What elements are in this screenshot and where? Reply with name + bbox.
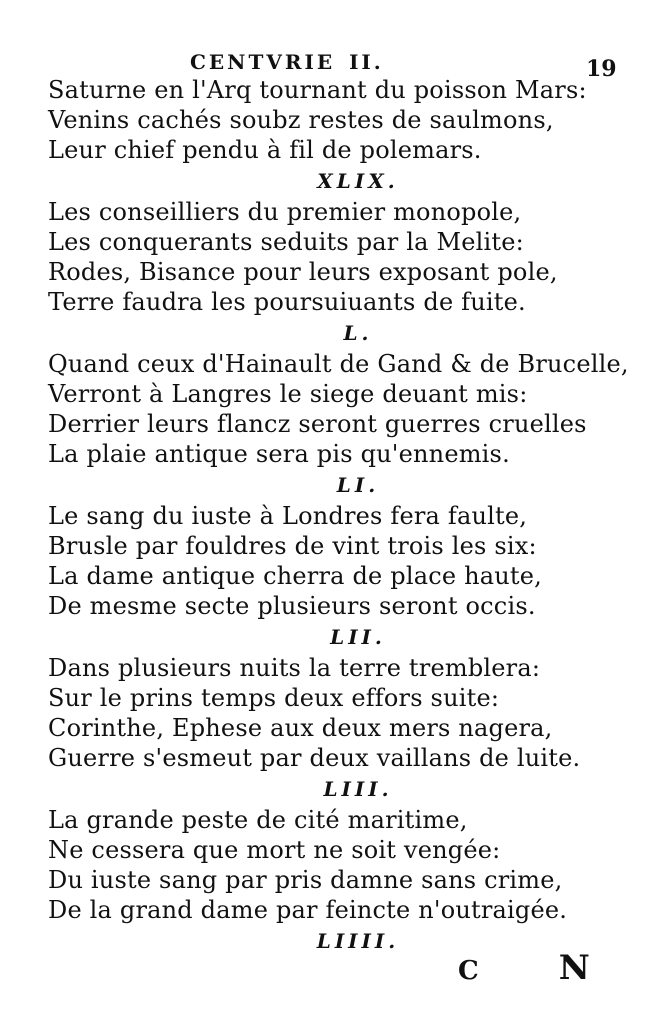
quatrain-number: L.	[343, 321, 373, 345]
verse-line: Les conseilliers du premier monopole,	[48, 198, 522, 226]
quatrain-number: LIII.	[323, 777, 393, 801]
verse-line: Verront à Langres le siege deuant mis:	[48, 380, 528, 408]
verse-line: Les conquerants seduits par la Melite:	[48, 228, 524, 256]
verse-line: Guerre s'esmeut par deux vaillans de luite.	[48, 744, 581, 772]
century-number: II.	[349, 50, 384, 74]
verse-line: Ne cessera que mort ne soit vengée:	[48, 836, 501, 864]
catchword-left: C	[458, 956, 479, 986]
verse-line: Quand ceux d'Hainault de Gand & de Brucelle,	[48, 350, 629, 378]
verse-line: Brusle par fouldres de vint trois les six:	[48, 532, 537, 560]
verse-line: Venins cachés soubz restes de saulmons,	[48, 106, 554, 134]
quatrain-number: LII.	[330, 625, 386, 649]
verse-line: Leur chief pendu à fil de polemars.	[48, 136, 482, 164]
verse-line: Dans plusieurs nuits la terre tremblera:	[48, 654, 541, 682]
quatrain-number: LI.	[336, 473, 380, 497]
verse-line: Corinthe, Ephese aux deux mers nagera,	[48, 714, 553, 742]
verse-line: Rodes, Bisance pour leurs exposant pole,	[48, 258, 558, 286]
verse-line: De la grand dame par feincte n'outraigée.	[48, 896, 568, 924]
verse-line: Du iuste sang par pris damne sans crime,	[48, 866, 563, 894]
catchword	[458, 948, 590, 988]
verse-line: Sur le prins temps deux effors suite:	[48, 684, 500, 712]
verse-line: Derrier leurs flancz seront guerres cruelles	[48, 410, 587, 438]
page-number: 19	[586, 56, 617, 82]
running-header	[190, 50, 384, 74]
catchword-right: N	[558, 948, 590, 988]
verse-line: La plaie antique sera pis qu'ennemis.	[48, 440, 510, 468]
quatrain-number: LIIII.	[316, 929, 400, 953]
verse-line: Terre faudra les poursuiuants de fuite.	[48, 288, 526, 316]
quatrain-text	[48, 75, 648, 957]
running-title: CENTVRIE	[190, 50, 336, 74]
quatrain-number: XLIX.	[317, 169, 399, 193]
verse-line: La dame antique cherra de place haute,	[48, 562, 542, 590]
verse-line: Le sang du iuste à Londres fera faulte,	[48, 502, 528, 530]
verse-line: De mesme secte plusieurs seront occis.	[48, 592, 536, 620]
verse-line: Saturne en l'Arq tournant du poisson Mars:	[48, 76, 587, 104]
verse-line: La grande peste de cité maritime,	[48, 806, 468, 834]
